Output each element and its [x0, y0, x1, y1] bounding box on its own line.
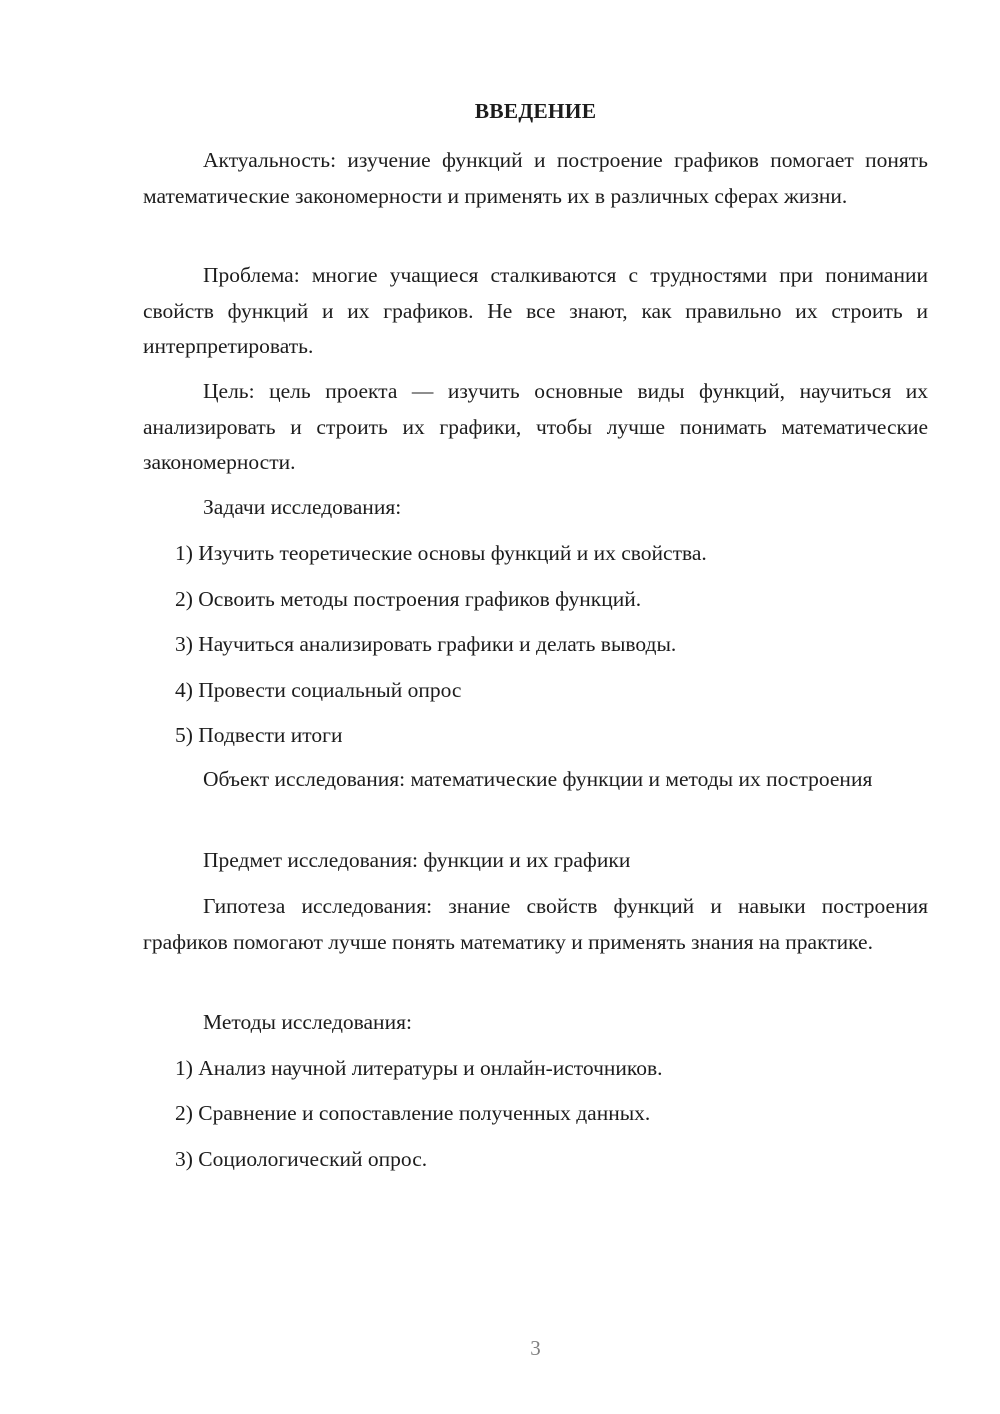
page-title: ВВЕДЕНИЕ	[474, 99, 597, 123]
relevance-paragraph: Актуальность: изучение функций и построение графиков помогает понять математические закономерности и применять их в различных сферах жизни.	[143, 148, 928, 208]
hypothesis-paragraph: Гипотеза исследования: знание свойств функций и навыки построения графиков помогают лучше понять математику и применять знания на практике.	[143, 894, 928, 954]
method-item: 3) Социологический опрос.	[175, 1147, 428, 1171]
task-item: 2) Освоить методы построения графиков функций.	[175, 587, 642, 611]
object-paragraph: Объект исследования: математические функции и методы их построения	[203, 767, 873, 791]
subject-paragraph: Предмет исследования: функции и их графики	[203, 848, 631, 872]
task-item: 4) Провести социальный опрос	[175, 678, 462, 702]
methods-heading: Методы исследования:	[203, 1010, 412, 1034]
tasks-heading: Задачи исследования:	[203, 495, 402, 519]
method-item: 1) Анализ научной литературы и онлайн-источников.	[175, 1056, 663, 1080]
task-item: 5) Подвести итоги	[175, 723, 343, 747]
method-item: 2) Сравнение и сопоставление полученных данных.	[175, 1101, 651, 1125]
problem-paragraph: Проблема: многие учащиеся сталкиваются с трудностями при понимании свойств функций и их графиков. Не все знают, как правильно их строить и интерпретировать.	[143, 263, 928, 358]
task-item: 3) Научиться анализировать графики и делать выводы.	[175, 632, 677, 656]
goal-paragraph: Цель: цель проекта — изучить основные виды функций, научиться их анализировать и строить их графики, чтобы лучше понимать математические закономерности.	[143, 379, 928, 474]
task-item: 1) Изучить теоретические основы функций и их свойства.	[175, 541, 707, 565]
page-number: 3	[530, 1336, 541, 1360]
